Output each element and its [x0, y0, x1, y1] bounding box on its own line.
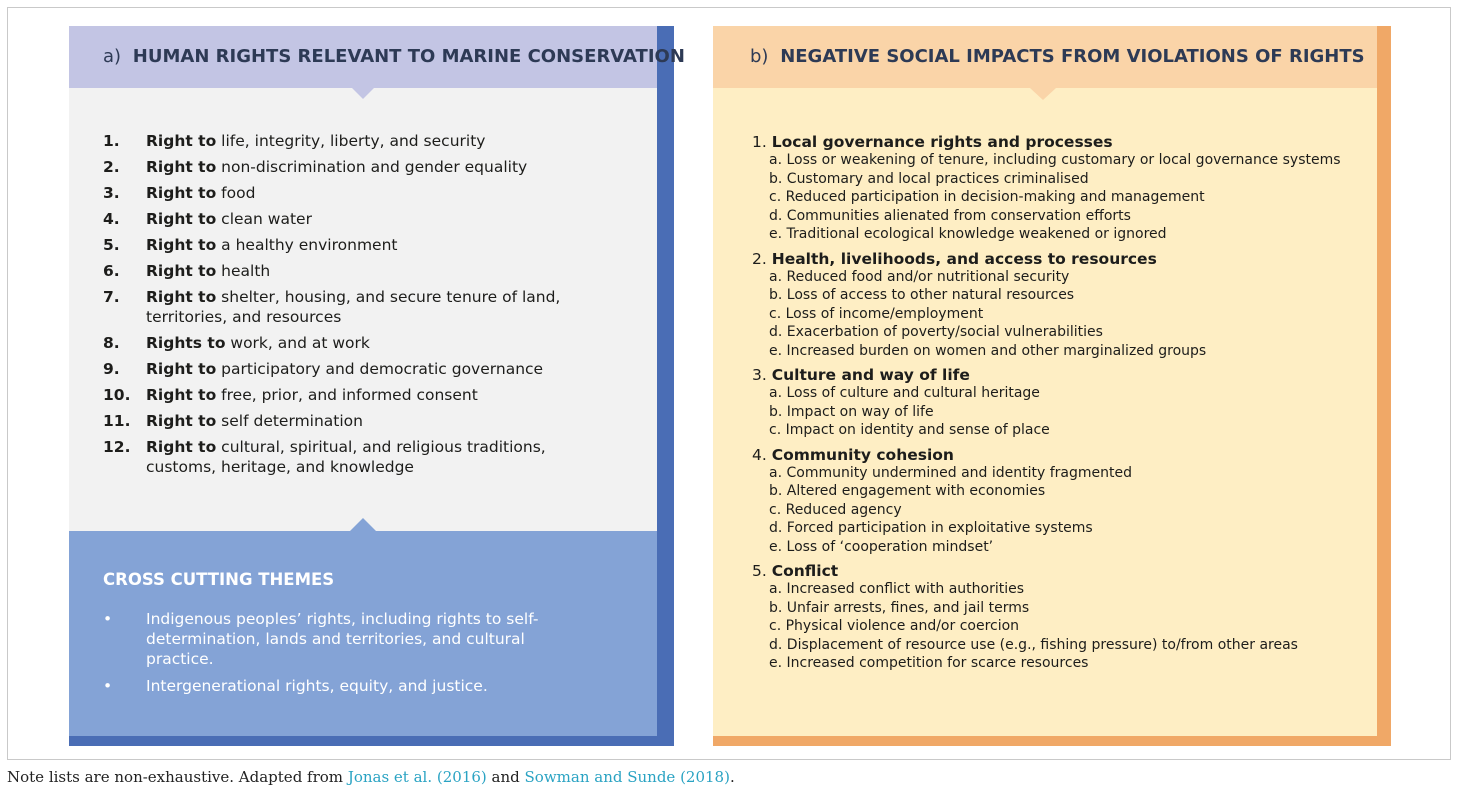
right-number: 12.: [103, 438, 131, 456]
right-number: 1.: [103, 132, 120, 150]
cross-cutting-pointer: [350, 518, 376, 531]
right-item: [103, 209, 603, 229]
panel-negative-impacts: [713, 26, 1391, 746]
impact-item: e. Loss of ‘cooperation mindset’: [769, 538, 994, 555]
right-number: 11.: [103, 412, 131, 430]
right-text: food: [216, 184, 256, 202]
right-item: [103, 359, 603, 379]
right-number: 8.: [103, 334, 120, 352]
impact-category-title: Health, livelihoods, and access to resources: [771, 249, 1157, 268]
impact-category: [752, 366, 1362, 440]
note-suffix: .: [729, 768, 735, 786]
impacts-list: [752, 133, 1362, 679]
impact-item: e. Increased burden on women and other marginalized groups: [769, 342, 1207, 359]
panel-a-header-pointer: [352, 88, 374, 99]
panel-b-title: [750, 46, 1365, 67]
impact-category-title: Local governance rights and processes: [771, 133, 1113, 151]
right-text: free, prior, and informed consent: [216, 386, 478, 404]
impact-item: c. Loss of income/employment: [769, 305, 984, 322]
impact-item: d. Displacement of resource use (e.g., fishing pressure) to/from other areas: [769, 636, 1298, 653]
right-item: [103, 437, 603, 477]
cross-cutting-title: CROSS CUTTING THEMES: [103, 570, 335, 589]
right-text: non-discrimination and gender equality: [216, 158, 528, 176]
note-mid: and: [486, 768, 525, 786]
rights-list: [103, 131, 603, 483]
impact-item: b. Customary and local practices criminalised: [769, 170, 1089, 187]
right-number: 3.: [103, 184, 120, 202]
impact-item: a. Loss or weakening of tenure, including customary or local governance systems: [769, 152, 1341, 168]
right-prefix: Right to: [146, 210, 217, 228]
impact-category-title: Community cohesion: [771, 445, 954, 464]
panel-b-header: [713, 26, 1377, 88]
impact-item: c. Impact on identity and sense of place: [769, 422, 1050, 438]
impact-category: [752, 562, 1362, 673]
impact-item: b. Impact on way of life: [769, 403, 934, 420]
right-text: self determination: [216, 412, 363, 430]
panel-b-accent-right: [1377, 26, 1391, 746]
right-text: work, and at work: [225, 334, 370, 352]
impact-item: d. Forced participation in exploitative systems: [769, 520, 1093, 536]
right-prefix: Right to: [146, 360, 217, 378]
figure-note: [7, 768, 735, 786]
right-prefix: Right to: [146, 438, 217, 456]
impact-category-title: Conflict: [771, 562, 839, 580]
right-item: [103, 261, 603, 281]
right-prefix: Right to: [146, 262, 217, 280]
right-text: life, integrity, liberty, and security: [216, 132, 486, 150]
right-prefix: Right to: [146, 412, 217, 430]
right-number: 6.: [103, 262, 120, 280]
right-item: [103, 235, 603, 255]
right-item: [103, 411, 603, 431]
right-prefix: Right to: [146, 288, 217, 306]
themes-list: [103, 609, 563, 703]
right-number: 5.: [103, 236, 120, 254]
theme-text: Intergenerational rights, equity, and justice.: [146, 677, 488, 695]
citation-link-sowman[interactable]: Sowman and Sunde (2018): [524, 768, 730, 786]
panel-b-letter: b): [750, 46, 769, 67]
impact-category-number: 4.: [752, 445, 767, 464]
impact-item: d. Exacerbation of poverty/social vulnerabilities: [769, 324, 1103, 340]
right-prefix: Right to: [146, 184, 217, 202]
right-item: [103, 131, 603, 151]
right-item: [103, 157, 603, 177]
impact-category-number: 3.: [752, 366, 767, 384]
impact-item: b. Unfair arrests, fines, and jail terms: [769, 599, 1030, 616]
impact-category: [752, 446, 1362, 557]
impact-item: e. Traditional ecological knowledge weakened or ignored: [769, 226, 1167, 242]
right-number: 2.: [103, 158, 120, 176]
note-prefix: Note lists are non-exhaustive. Adapted from: [7, 768, 348, 786]
impact-category-heading: [752, 250, 1362, 268]
right-item: [103, 385, 603, 405]
impact-item: e. Increased competition for scarce resources: [769, 655, 1089, 671]
panel-a-title: [103, 46, 685, 67]
panel-a-header: [69, 26, 685, 88]
impact-category: [752, 133, 1362, 244]
impact-item: d. Communities alienated from conservation efforts: [769, 207, 1131, 224]
impact-item: a. Loss of culture and cultural heritage: [769, 385, 1040, 401]
panel-a-letter: a): [103, 46, 122, 67]
right-number: 7.: [103, 288, 120, 306]
right-item: [103, 287, 603, 327]
impact-item: b. Altered engagement with economies: [769, 483, 1046, 499]
right-number: 4.: [103, 210, 120, 228]
impact-category-number: 5.: [752, 562, 767, 580]
impact-category-title: Culture and way of life: [771, 366, 970, 384]
theme-text: Indigenous peoples’ rights, including rights to self-determination, lands and territories, and cultural practice.: [146, 610, 539, 668]
panel-a-accent-right: [657, 26, 674, 746]
right-prefix: Rights to: [146, 334, 226, 352]
impact-item: c. Physical violence and/or coercion: [769, 618, 1020, 634]
panel-a-accent-bottom: [69, 736, 674, 746]
impact-category-heading: [752, 446, 1362, 464]
panel-b-header-pointer: [1030, 88, 1056, 100]
right-text: a healthy environment: [216, 236, 398, 254]
right-number: 10.: [103, 386, 131, 404]
theme-item: [103, 676, 563, 696]
impact-category-number: 2.: [752, 249, 767, 268]
panel-a-title-text: HUMAN RIGHTS RELEVANT TO MARINE CONSERVATION: [132, 46, 685, 67]
panel-b-title-text: NEGATIVE SOCIAL IMPACTS FROM VIOLATIONS OF RIGHTS: [780, 46, 1365, 67]
impact-item: b. Loss of access to other natural resources: [769, 287, 1075, 303]
right-item: [103, 183, 603, 203]
right-prefix: Right to: [146, 386, 217, 404]
theme-item: [103, 609, 563, 669]
right-prefix: Right to: [146, 132, 217, 150]
right-number: 9.: [103, 360, 120, 378]
right-text: cultural, spiritual, and religious traditions, customs, heritage, and knowledge: [146, 438, 546, 476]
bullet-icon: •: [103, 610, 113, 628]
impact-item: c. Reduced agency: [769, 501, 902, 518]
impact-category: [752, 250, 1362, 361]
panel-human-rights: [69, 26, 685, 746]
right-item: [103, 333, 603, 353]
impact-item: c. Reduced participation in decision-making and management: [769, 189, 1205, 205]
impact-item: a. Reduced food and/or nutritional security: [769, 268, 1070, 285]
impact-category-heading: [752, 366, 1362, 384]
impact-category-heading: [752, 562, 1362, 580]
right-prefix: Right to: [146, 158, 217, 176]
right-text: participatory and democratic governance: [216, 360, 544, 378]
impact-category-number: 1.: [752, 133, 767, 151]
impact-item: a. Community undermined and identity fragmented: [769, 464, 1132, 481]
right-prefix: Right to: [146, 236, 217, 254]
impact-item: a. Increased conflict with authorities: [769, 581, 1025, 597]
right-text: shelter, housing, and secure tenure of land, territories, and resources: [146, 288, 561, 326]
impact-category-heading: [752, 133, 1362, 151]
right-text: clean water: [216, 210, 312, 228]
right-text: health: [216, 262, 271, 280]
panel-b-accent-bottom: [713, 736, 1391, 746]
bullet-icon: •: [103, 677, 113, 695]
citation-link-jonas[interactable]: Jonas et al. (2016): [347, 768, 487, 786]
